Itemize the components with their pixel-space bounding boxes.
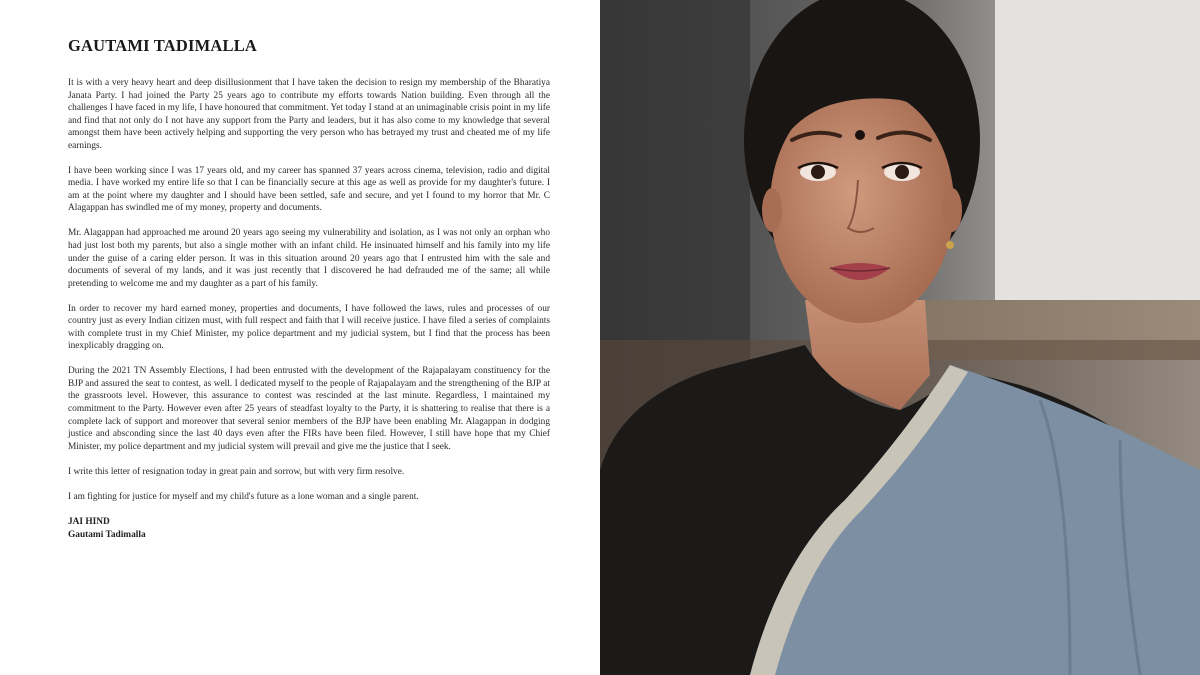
letter-paragraph-1: It is with a very heavy heart and deep disillusionment that I have taken the decision to resign my membership of the Bharatiya Janata Party. I had joined the Party 25 years ago to contribute my efforts towards Nation building. Even through all the challenges I have faced in my life, I have honoured that commitment. Yet today I stand at an unimaginable crisis point in my life and find that not only do I not have any support from the Party and leaders, but it has also come to my knowledge that several amongst them have been actively helping and supporting the very person who has betrayed my trust and cheated me of my life earnings.	[68, 78, 550, 151]
bindi	[855, 130, 865, 140]
letter-paragraph-2: I have been working since I was 17 years old, and my career has spanned 37 years across cinema, television, radio and digital media. I have worked my entire life so that I can be financially secure at this age as well as provide for my daughter's future. I am at the point where my daughter and I should have been settled, safe and secure, and yet I found to my horror that Mr. C Alagappan has swindled me of my money, property and documents.	[68, 165, 550, 214]
letter-title: GAUTAMI TADIMALLA	[68, 36, 258, 55]
portrait-illustration	[600, 0, 1200, 675]
letter-paragraph-3: Mr. Alagappan had approached me around 20 years ago seeing my vulnerability and isolation, as I was not only an orphan who had just lost both my parents, but also a single mother with an infant child. He insinuated himself and his family into my life under the guise of a caring elder person. It was in this situation around 20 years ago that I entrusted him with the sale and documents of several of my lands, and it was just recently that I discovered he had defrauded me of the same; all while pretending to welcome me and my daughter as a part of his family.	[68, 228, 550, 289]
portrait-photo	[600, 0, 1200, 675]
signature-block	[68, 516, 550, 543]
letter-paragraph-6: I write this letter of resignation today in great pain and sorrow, but with very firm resolve.	[68, 466, 405, 477]
letter-paragraph-7: I am fighting for justice for myself and my child's future as a lone woman and a single parent.	[68, 491, 419, 502]
letter-paragraph-5: During the 2021 TN Assembly Elections, I had been entrusted with the development of the Rajapalayam constituency for the BJP and assured the seat to contest, as well. I dedicated myself to the people of Rajapalayam and the strengthening of the BJP at the grassroots level. However, this assurance to contest was rescinded at the last minute. Regardless, I maintained my commitment to the Party. However even after 25 years of steadfast loyalty to the Party, it is shattering to realise that there is a complete lack of support and moreover that several senior members of the BJP have been enabling Mr. Alagappan in dodging justice and absconding since the last 40 days even after the FIRs have been filed. However, I still have hope that my Chief Minister, my police department and my judicial system will prevail and give me the justice that I seek.	[68, 366, 550, 452]
letter-closing: JAI HIND	[68, 516, 110, 527]
letter-signature: Gautami Tadimalla	[68, 530, 146, 541]
letter-paragraph-4: In order to recover my hard earned money, properties and documents, I have followed the laws, rules and processes of our country just as every Indian citizen must, with full respect and faith that I will receive justice. I have filed a series of complaints with complete trust in my Chief Minister, my police department and my judicial system, but I find that the process has been inexplicably dragging on.	[68, 303, 550, 352]
